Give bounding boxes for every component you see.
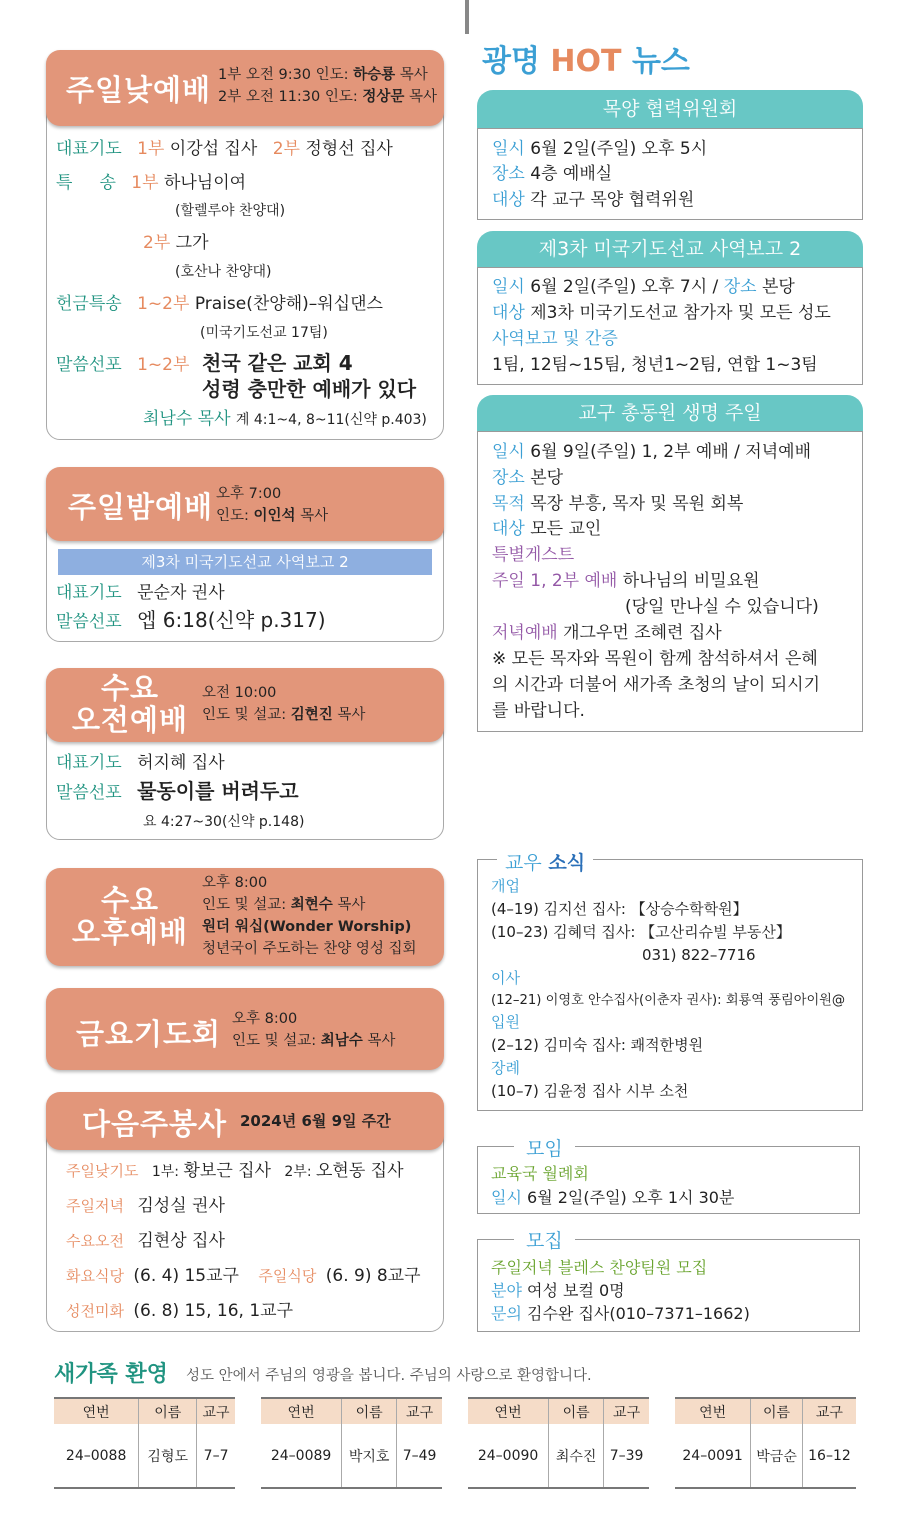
sunday-day-sermon: 말씀선포 1~2부 (56, 355, 190, 375)
members-news-s1-l2: (10–23) 김혜덕 집사: 【고산리슈빌 부동산】 (491, 923, 791, 941)
meeting-l1: 교육국 월례회 (491, 1164, 589, 1183)
sunday-night-header (46, 467, 444, 541)
next-week-date: 2024년 6월 9일 주간 (240, 1112, 391, 1130)
col-no: 연번 (468, 1398, 549, 1424)
next-week-header (46, 1092, 444, 1150)
news3-title: 교구 총동원 생명 주일 (477, 395, 863, 431)
news3-l1: 일시 6월 9일(주일) 1, 2부 예배 / 저녁예배 (492, 442, 811, 462)
wed-am-title: 수요 오전예배 (71, 671, 189, 737)
col-name: 이름 (342, 1398, 397, 1424)
wed-pm-title: 수요 오후예배 (71, 883, 189, 949)
col-no: 연번 (54, 1398, 139, 1424)
col-no: 연번 (261, 1398, 342, 1424)
sunday-night-sermon: 말씀선포 엡 6:18(신약 p.317) (56, 608, 326, 632)
news3-l3: 목적 목장 부흥, 목자 및 목원 회복 (492, 494, 744, 514)
sunday-day-offering-sub: (미국기도선교 17팀) (200, 325, 328, 341)
welcome-table-2 (261, 1397, 442, 1489)
sunday-day-sermon-title2: 성령 충만한 예배가 있다 (202, 377, 417, 401)
col-name: 이름 (549, 1398, 604, 1424)
sunday-day-special: 특 송 1부 하나님이여 (56, 173, 247, 193)
news3-l6: 주일 1, 2부 예배 하나님의 비밀요원 (492, 571, 760, 591)
welcome-title: 새가족 환영 (54, 1362, 168, 1387)
members-news-s1-l1: (4–19) 김지선 집사: 【상승수학학원】 (491, 900, 748, 918)
col-name: 이름 (751, 1398, 803, 1424)
next-week-title: 다음주봉사 (82, 1107, 228, 1141)
sunday-night-title: 주일밤예배 (68, 490, 214, 524)
sunday-day-sermon-title1: 천국 같은 교회 4 (202, 351, 353, 375)
sunday-day-prayer: 대표기도 1부 이강섭 집사 2부 정형선 집사 (56, 139, 393, 159)
news-title-part3: 뉴스 (631, 44, 690, 79)
welcome-table-1 (54, 1397, 235, 1489)
wed-pm-header (46, 868, 444, 966)
next-week-r3: 수요오전 김현상 집사 (66, 1231, 225, 1251)
table-row: 24–0089 박지호 7–49 (261, 1424, 442, 1488)
wed-am-info: 오전 10:00 인도 및 설교: 김현진 목사 (202, 685, 366, 723)
recruit-l3: 문의 김수완 집사(010–7371–1662) (491, 1304, 750, 1323)
news3-l7: (당일 만나실 수 있습니다) (625, 597, 819, 617)
news-title (482, 36, 690, 80)
next-week-r2: 주일저녁 김성실 권사 (66, 1196, 225, 1216)
recruit-title: 모집 (514, 1226, 575, 1253)
news2-title: 제3차 미국기도선교 사역보고 2 (477, 231, 863, 267)
sunday-day-offering: 헌금특송 1~2부 Praise(찬양해)–워십댄스 (56, 294, 383, 314)
col-parish: 교구 (604, 1398, 649, 1424)
wed-am-sermon: 말씀선포 물동이를 버려두고 (56, 779, 299, 803)
news3-l11: 를 바랍니다. (492, 701, 585, 721)
sunday-day-times: 1부 오전 9:30 인도: 하승룡 목사 2부 오전 11:30 인도: 정상문 목사 (218, 67, 438, 105)
sunday-day-header (46, 50, 444, 126)
table-row: 24–0090 최수진 7–39 (468, 1424, 649, 1488)
sunday-day-choir2: (호산나 찬양대) (175, 264, 272, 280)
wed-am-prayer: 대표기도 허지혜 집사 (56, 753, 225, 773)
members-news-s2-l1: (12–21) 이영호 안수집사(이춘자 권사): 회룡역 풍림아이원@ (491, 993, 846, 1008)
news-title-part1: 광명 (482, 44, 540, 79)
news3-l9: ※ 모든 목자와 목원이 함께 참석하셔서 은혜 (492, 649, 818, 669)
recruit-l1: 주일저녁 블레스 찬양팀원 모집 (491, 1258, 708, 1277)
col-name: 이름 (139, 1398, 197, 1424)
recruit-l2: 분야 여성 보컬 0명 (491, 1281, 625, 1300)
sunday-night-info: 오후 7:00 인도: 이인석 목사 (216, 486, 329, 524)
news1-l2: 장소 4층 예배실 (492, 164, 613, 184)
members-news-s4: 장례 (491, 1059, 520, 1077)
news3-l4: 대상 모든 교인 (492, 519, 602, 539)
news1-title: 목양 협력위원회 (477, 90, 863, 128)
members-news-s3: 입원 (491, 1013, 520, 1031)
members-news-s2: 이사 (491, 969, 520, 987)
members-news-s4-l1: (10–7) 김윤정 집사 시부 소천 (491, 1082, 689, 1100)
news2-l1: 일시 6월 2일(주일) 오후 7시 / 장소 본당 (492, 277, 795, 297)
sunday-day-title: 주일낮예배 (66, 73, 212, 107)
news-title-part2: HOT (550, 44, 622, 79)
news3-l5: 특별게스트 (492, 545, 575, 565)
sunday-day-preacher: 최남수 목사 계 4:1~4, 8~11(신약 p.403) (143, 409, 427, 429)
friday-info: 오후 8:00 인도 및 설교: 최남수 목사 (232, 1011, 396, 1049)
news2-l4: 1팀, 12팀~15팀, 청년1~2팀, 연합 1~3팀 (492, 355, 818, 375)
sunday-day-special2: 2부 그가 (143, 233, 209, 253)
table-row: 24–0091 박금순 16–12 (675, 1424, 856, 1488)
welcome-table-4 (675, 1397, 856, 1489)
friday-header (46, 988, 444, 1070)
news1-l3: 대상 각 교구 목양 협력위원 (492, 190, 695, 210)
wed-am-scripture: 요 4:27~30(신약 p.148) (143, 814, 305, 830)
members-news-s1: 개업 (491, 877, 520, 895)
members-news-s3-l1: (2–12) 김미숙 집사: 쾌적한병원 (491, 1036, 704, 1054)
news1-l1: 일시 6월 2일(주일) 오후 5시 (492, 139, 708, 159)
news3-l8: 저녁예배 개그우먼 조혜련 집사 (492, 623, 722, 643)
sunday-night-banner: 제3차 미국기도선교 사역보고 2 (58, 549, 432, 575)
sunday-day-choir1: (할렐루야 찬양대) (175, 203, 286, 219)
col-no: 연번 (675, 1398, 751, 1424)
meeting-title: 모임 (514, 1134, 575, 1161)
welcome-table-3 (468, 1397, 649, 1489)
meeting-l2: 일시 6월 2일(주일) 오후 1시 30분 (491, 1188, 735, 1207)
table-row: 24–0088 김형도 7–7 (54, 1424, 235, 1488)
members-news-title: 교우 소식 (497, 848, 593, 875)
next-week-r1: 주일낮기도 1부: 황보근 집사 2부: 오현동 집사 (66, 1161, 404, 1181)
welcome-subtitle: 성도 안에서 주님의 영광을 봅니다. 주님의 사랑으로 환영합니다. (186, 1368, 592, 1384)
members-news-card (477, 859, 863, 1111)
col-parish: 교구 (802, 1398, 856, 1424)
wed-am-header (46, 668, 444, 742)
sunday-night-prayer: 대표기도 문순자 권사 (56, 583, 225, 603)
news3-l2: 장소 본당 (492, 468, 564, 488)
news3-l10: 의 시간과 더불어 새가족 초청의 날이 되시기 (492, 675, 821, 695)
col-parish: 교구 (197, 1398, 235, 1424)
next-week-r5: 성전미화 (6. 8) 15, 16, 1교구 (66, 1301, 294, 1321)
col-parish: 교구 (397, 1398, 442, 1424)
wed-pm-info: 오후 8:00 인도 및 설교: 최현수 목사 원더 워십(Wonder Worship) 청년국이 주도하는 찬양 영성 집회 (202, 875, 417, 957)
members-news-s1-l3: 031) 822–7716 (642, 946, 756, 964)
next-week-r4: 화요식당 (6. 4) 15교구 주일식당 (6. 9) 8교구 (66, 1266, 421, 1286)
news2-l3: 사역보고 및 간증 (492, 329, 618, 349)
friday-title: 금요기도회 (76, 1017, 222, 1051)
top-divider (465, 0, 469, 34)
news2-l2: 대상 제3차 미국기도선교 참가자 및 모든 성도 (492, 303, 831, 323)
